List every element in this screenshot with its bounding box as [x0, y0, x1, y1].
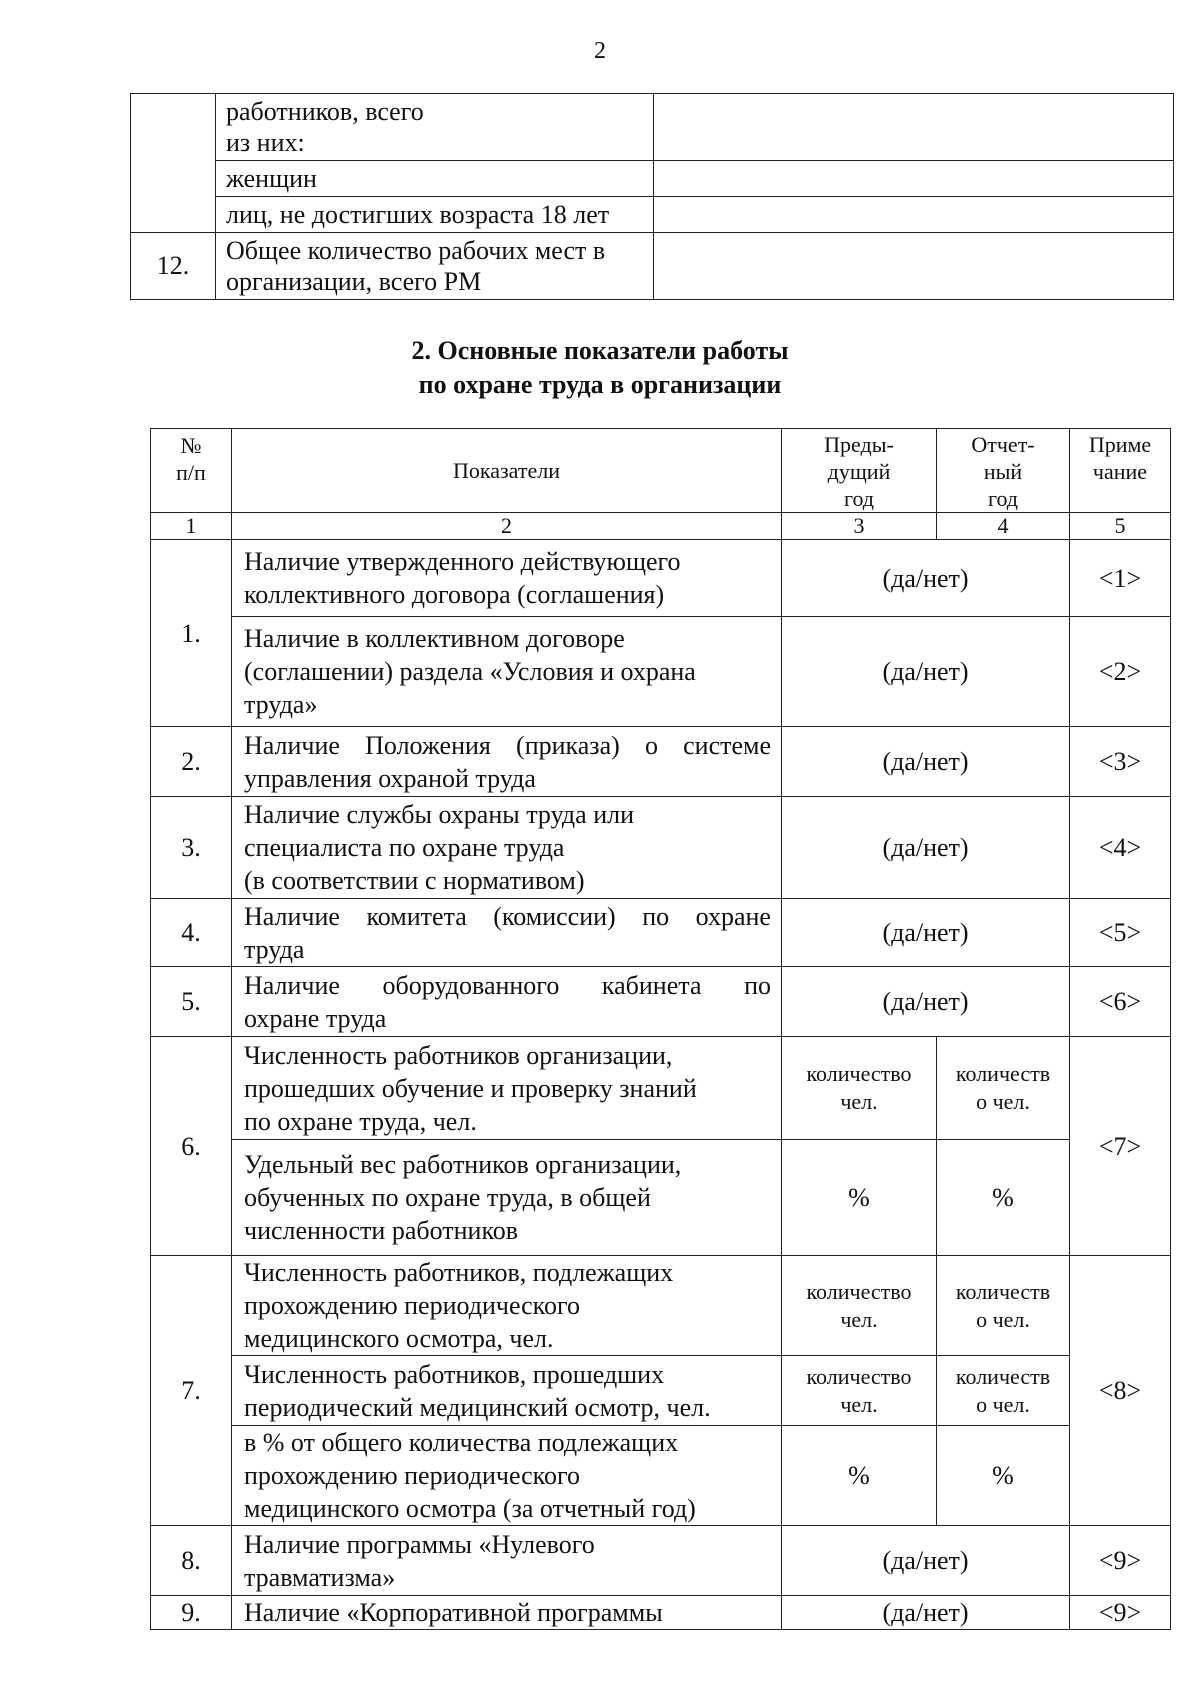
percent-cell-previous[interactable]: % [782, 1426, 937, 1526]
indicator-cell: Наличие в коллективном договоре (соглашении) раздела «Условия и охрана труда» [232, 617, 782, 727]
table-row [151, 967, 1171, 1037]
quantity-cell-reporting[interactable]: количеств о чел. [937, 1037, 1070, 1140]
yes-no-cell[interactable]: (да/нет) [782, 1526, 1070, 1596]
quantity-cell-previous[interactable]: количество чел. [782, 1356, 937, 1426]
table-row [131, 233, 1174, 300]
note-cell: <1> [1070, 540, 1171, 617]
top-continuation-table [130, 93, 1174, 300]
row-number: 6. [151, 1037, 232, 1256]
row-number: 3. [151, 797, 232, 899]
table-row [151, 1426, 1171, 1526]
indicator-cell: Наличие программы «Нулевого травматизма» [232, 1526, 782, 1596]
table-row [151, 540, 1171, 617]
yes-no-cell[interactable]: (да/нет) [782, 727, 1070, 797]
indicators-table [150, 428, 1171, 1630]
table-row [151, 1596, 1171, 1630]
row-label: женщин [216, 161, 654, 197]
column-number: 4 [937, 513, 1070, 540]
row-number: 2. [151, 727, 232, 797]
header-num: № п/п [151, 429, 232, 513]
row-label: лиц, не достигших возраста 18 лет [216, 197, 654, 233]
indicator-cell: Наличие комитета (комиссии) по охране труда [232, 899, 782, 967]
row-label: Общее количество рабочих мест в организации, всего РМ [216, 233, 654, 300]
indicator-cell: Наличие «Корпоративной программы [232, 1596, 782, 1630]
quantity-cell-previous[interactable]: количество чел. [782, 1256, 937, 1356]
table-row [151, 797, 1171, 899]
note-cell: <4> [1070, 797, 1171, 899]
row-label: работников, всего из них: [216, 94, 654, 161]
value-cell[interactable] [654, 233, 1174, 300]
table-row [151, 899, 1171, 967]
yes-no-cell[interactable]: (да/нет) [782, 617, 1070, 727]
indicator-cell: Наличие утвержденного действующего коллективного договора (соглашения) [232, 540, 782, 617]
percent-cell-previous[interactable]: % [782, 1140, 937, 1256]
row-number: 8. [151, 1526, 232, 1596]
header-indicators: Показатели [232, 429, 782, 513]
header-reporting-year: Отчет- ный год [937, 429, 1070, 513]
row-number: 1. [151, 540, 232, 727]
column-numbers-row [151, 513, 1171, 540]
value-cell[interactable] [654, 161, 1174, 197]
indicator-cell: Удельный вес работников организации, обученных по охране труда, в общей численности работников [232, 1140, 782, 1256]
row-number: 9. [151, 1596, 232, 1630]
section-title: 2. Основные показатели работы по охране труда в организации [411, 336, 789, 399]
table-row [131, 197, 1174, 233]
yes-no-cell[interactable]: (да/нет) [782, 797, 1070, 899]
quantity-cell-previous[interactable]: количество чел. [782, 1037, 937, 1140]
row-number: 7. [151, 1256, 232, 1526]
page-number: 2 [594, 38, 606, 64]
yes-no-cell[interactable]: (да/нет) [782, 899, 1070, 967]
indicator-cell: Численность работников, прошедших периодический медицинский осмотр, чел. [232, 1356, 782, 1426]
value-cell[interactable] [654, 94, 1174, 161]
note-cell: <2> [1070, 617, 1171, 727]
note-cell: <9> [1070, 1526, 1171, 1596]
table-row [151, 1356, 1171, 1426]
yes-no-cell[interactable]: (да/нет) [782, 967, 1070, 1037]
table-row [151, 727, 1171, 797]
table-row [131, 94, 1174, 161]
table-row [151, 617, 1171, 727]
note-cell: <3> [1070, 727, 1171, 797]
table-row [131, 161, 1174, 197]
table-row [151, 1037, 1171, 1140]
indicator-cell: в % от общего количества подлежащих прохождению периодического медицинского осмотра (за отчетный год) [232, 1426, 782, 1526]
table-row [151, 1526, 1171, 1596]
percent-cell-reporting[interactable]: % [937, 1426, 1070, 1526]
quantity-cell-reporting[interactable]: количеств о чел. [937, 1256, 1070, 1356]
note-cell: <9> [1070, 1596, 1171, 1630]
note-cell: <6> [1070, 967, 1171, 1037]
header-row [151, 429, 1171, 513]
value-cell[interactable] [654, 197, 1174, 233]
empty-cell [131, 94, 216, 233]
table-row [151, 1256, 1171, 1356]
note-cell: <5> [1070, 899, 1171, 967]
indicator-cell: Численность работников, подлежащих прохождению периодического медицинского осмотра, чел. [232, 1256, 782, 1356]
indicator-cell: Наличие Положения (приказа) о системе управления охраной труда [232, 727, 782, 797]
row-number: 12. [131, 233, 216, 300]
header-previous-year: Преды- дущий год [782, 429, 937, 513]
indicator-cell: Численность работников организации, прошедших обучение и проверку знаний по охране труда, чел. [232, 1037, 782, 1140]
yes-no-cell[interactable]: (да/нет) [782, 1596, 1070, 1630]
quantity-cell-reporting[interactable]: количеств о чел. [937, 1356, 1070, 1426]
header-note: Приме чание [1070, 429, 1171, 513]
column-number: 3 [782, 513, 937, 540]
column-number: 5 [1070, 513, 1171, 540]
yes-no-cell[interactable]: (да/нет) [782, 540, 1070, 617]
percent-cell-reporting[interactable]: % [937, 1140, 1070, 1256]
row-number: 5. [151, 967, 232, 1037]
indicator-cell: Наличие службы охраны труда или специалиста по охране труда (в соответствии с нормативом) [232, 797, 782, 899]
indicator-cell: Наличие оборудованного кабинета по охране труда [232, 967, 782, 1037]
column-number: 1 [151, 513, 232, 540]
column-number: 2 [232, 513, 782, 540]
note-cell: <7> [1070, 1037, 1171, 1256]
row-number: 4. [151, 899, 232, 967]
table-row [151, 1140, 1171, 1256]
note-cell: <8> [1070, 1256, 1171, 1526]
